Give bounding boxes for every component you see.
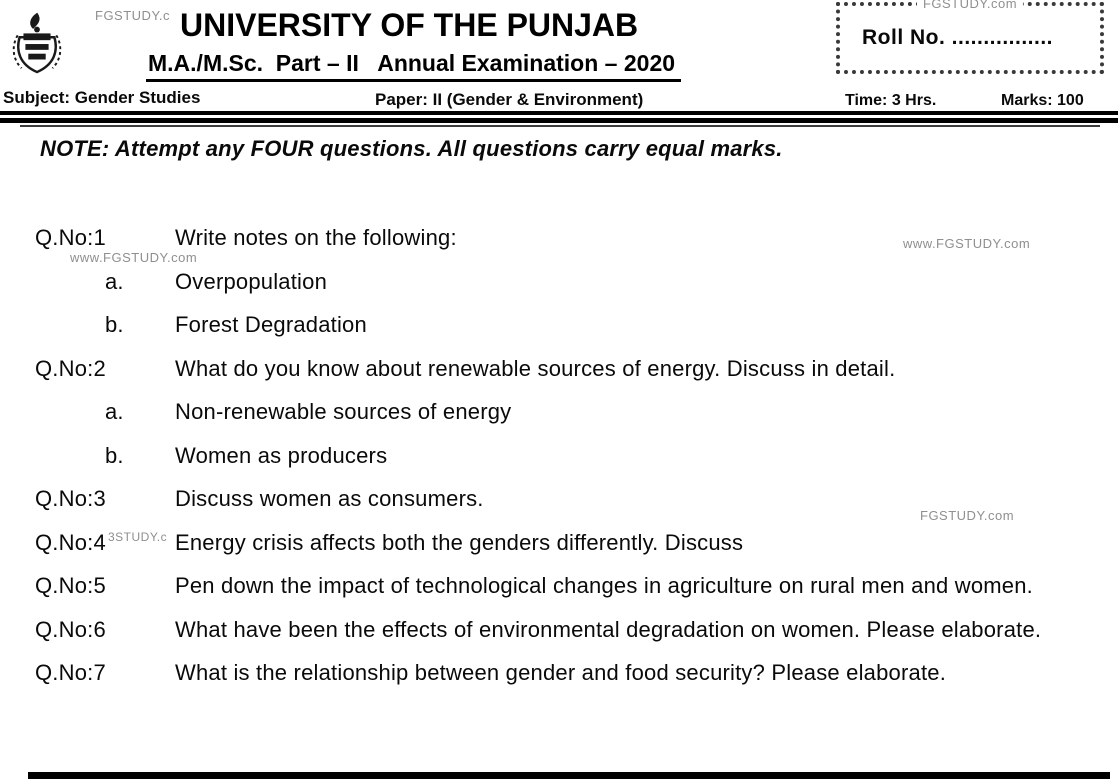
question-number: Q.No:1: [35, 225, 106, 250]
exam-subtitle: M.A./M.Sc. Part – II Annual Examination – 2020: [146, 50, 681, 82]
question-row-1: [35, 216, 1097, 260]
subitem-text: Women as producers: [175, 442, 388, 468]
question-list: [35, 216, 1097, 695]
subitem-letter: a.: [105, 268, 124, 294]
subitem-row-1a: [35, 260, 1097, 304]
question-text: What is the relationship between gender and food security? Please elaborate.: [175, 660, 947, 685]
time-label: Time: 3 Hrs.: [845, 92, 937, 109]
subject-row: [0, 88, 1118, 112]
subitem-text: Overpopulation: [175, 268, 328, 294]
question-number: Q.No:3: [35, 486, 106, 511]
question-number: Q.No:6: [35, 616, 106, 642]
subitem-row-2a: [35, 390, 1097, 434]
question-number: Q.No:5: [35, 573, 106, 598]
question-row-7: [35, 651, 1097, 695]
question-number: Q.No:4: [35, 529, 106, 555]
marks-label: Marks: 100: [1001, 92, 1084, 109]
question-row-6: [35, 608, 1097, 652]
page-title: UNIVERSITY OF THE PUNJAB: [180, 7, 639, 43]
question-number: Q.No:7: [35, 660, 106, 685]
subitem-letter: b.: [105, 312, 124, 337]
header-divider-bottom: [0, 118, 1118, 123]
header-divider-top: [0, 111, 1118, 115]
watermark-rollbox: FGSTUDY.com: [917, 0, 1023, 11]
question-text: Write notes on the following:: [175, 225, 457, 250]
subitem-letter: b.: [105, 442, 124, 468]
question-text: Discuss women as consumers.: [175, 486, 484, 511]
roll-number-label: Roll No. ................: [862, 26, 1054, 49]
roll-number-box: [836, 2, 1104, 74]
question-text: Pen down the impact of technological changes in agriculture on rural men and women.: [175, 573, 1033, 598]
paper-label: Paper: II (Gender & Environment): [375, 90, 644, 109]
subitem-text: Non-renewable sources of energy: [175, 399, 512, 424]
question-row-5: [35, 564, 1097, 608]
watermark-inline-q4: 3STUDY.c: [108, 529, 168, 544]
question-row-4: [35, 521, 1097, 565]
question-row-2: [35, 347, 1097, 391]
watermark-under-q1: www.FGSTUDY.com: [70, 250, 198, 265]
subitem-row-1b: [35, 303, 1097, 347]
subitem-text: Forest Degradation: [175, 312, 367, 337]
question-text: What have been the effects of environmental degradation on women. Please elaborate.: [175, 616, 1042, 642]
header-divider-shadow: [20, 125, 1100, 127]
question-number: Q.No:2: [35, 355, 106, 381]
question-text: What do you know about renewable sources of energy. Discuss in detail.: [175, 355, 896, 381]
note-instruction: NOTE: Attempt any FOUR questions. All questions carry equal marks.: [40, 136, 783, 161]
question-text: Energy crisis affects both the genders differently. Discuss: [175, 529, 744, 555]
question-row-3: [35, 477, 1097, 521]
university-crest-icon: [8, 12, 66, 78]
subitem-row-2b: [35, 434, 1097, 478]
watermark-right-q3: FGSTUDY.com: [920, 508, 1015, 523]
subitem-letter: a.: [105, 399, 124, 424]
subject-label: Subject: Gender Studies: [3, 88, 201, 107]
scan-artifact-bar: [28, 772, 1110, 779]
watermark-right-q1: www.FGSTUDY.com: [903, 236, 1031, 251]
watermark-header: FGSTUDY.c: [95, 8, 171, 23]
